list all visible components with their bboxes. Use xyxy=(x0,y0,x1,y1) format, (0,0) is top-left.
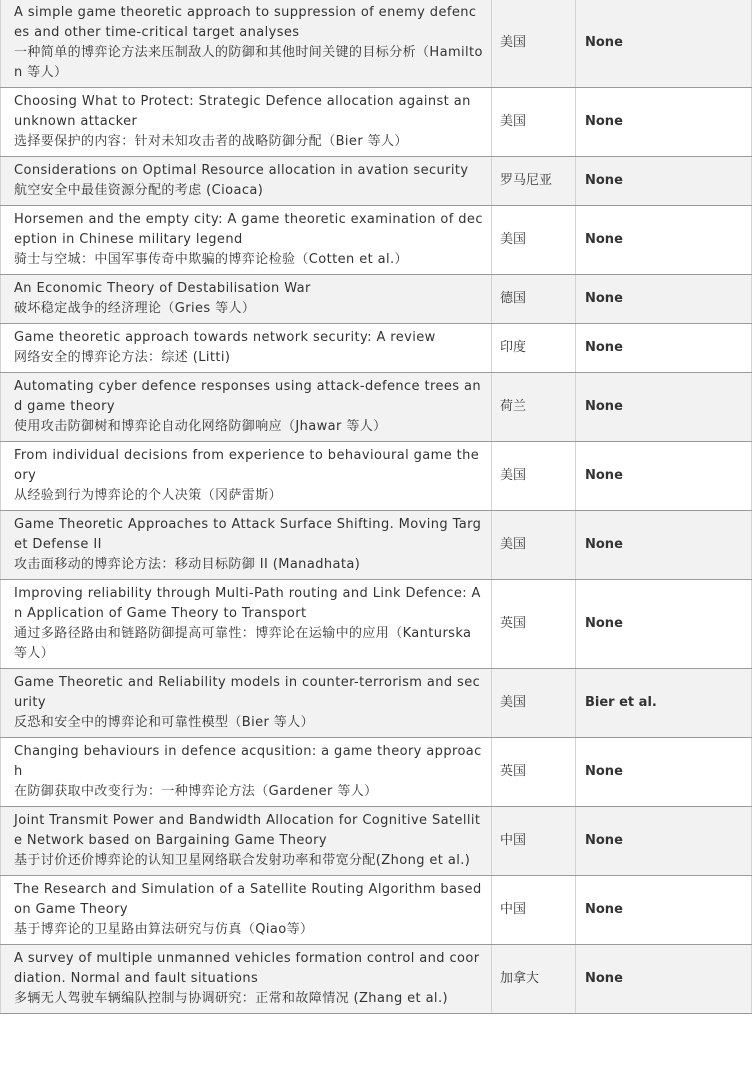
paper-title-cell xyxy=(1,807,492,876)
value-cell: None xyxy=(576,324,752,373)
paper-title-cell xyxy=(1,157,492,206)
paper-title-zh: 骑士与空城：中国军事传奇中欺骗的博弈论检验（Cotten et al.） xyxy=(14,252,408,267)
paper-title-en: Game Theoretic Approaches to Attack Surface Shifting. Moving Target Defense II xyxy=(14,517,482,552)
country-cell: 美国 xyxy=(492,0,576,88)
paper-title-cell xyxy=(1,738,492,807)
value-cell: None xyxy=(576,876,752,945)
value-cell: None xyxy=(576,945,752,1014)
value-cell: None xyxy=(576,373,752,442)
paper-title-en: Game theoretic approach towards network security: A review xyxy=(14,330,436,345)
paper-title-cell xyxy=(1,511,492,580)
paper-title-en: From individual decisions from experience to behavioural game theory xyxy=(14,448,480,483)
country-cell: 德国 xyxy=(492,275,576,324)
value-cell: None xyxy=(576,807,752,876)
table-row xyxy=(1,442,752,511)
value-cell: None xyxy=(576,738,752,807)
table-row xyxy=(1,88,752,157)
country-cell: 英国 xyxy=(492,580,576,669)
table-row xyxy=(1,945,752,1014)
country-cell: 荷兰 xyxy=(492,373,576,442)
paper-title-cell xyxy=(1,324,492,373)
table-row xyxy=(1,206,752,275)
country-cell: 美国 xyxy=(492,669,576,738)
paper-title-zh: 基于博弈论的卫星路由算法研究与仿真（Qiao等） xyxy=(14,922,314,937)
table-row xyxy=(1,275,752,324)
paper-title-cell xyxy=(1,0,492,88)
paper-title-cell xyxy=(1,206,492,275)
paper-title-en: The Research and Simulation of a Satellite Routing Algorithm based on Game Theory xyxy=(14,882,482,917)
paper-title-zh: 反恐和安全中的博弈论和可靠性模型（Bier 等人） xyxy=(14,715,315,730)
paper-title-zh: 破坏稳定战争的经济理论（Gries 等人） xyxy=(14,301,256,316)
paper-title-cell xyxy=(1,580,492,669)
value-cell: None xyxy=(576,275,752,324)
paper-title-zh: 一种简单的博弈论方法来压制敌人的防御和其他时间关键的目标分析（Hamilton 等人） xyxy=(14,45,483,80)
table-row xyxy=(1,807,752,876)
country-cell: 中国 xyxy=(492,807,576,876)
paper-title-en: Game Theoretic and Reliability models in counter-terrorism and security xyxy=(14,675,481,710)
country-cell: 中国 xyxy=(492,876,576,945)
table-row xyxy=(1,324,752,373)
country-cell: 美国 xyxy=(492,206,576,275)
country-cell: 罗马尼亚 xyxy=(492,157,576,206)
paper-title-cell xyxy=(1,945,492,1014)
value-cell: None xyxy=(576,88,752,157)
papers-table-body xyxy=(1,0,752,1014)
paper-title-en: Considerations on Optimal Resource allocation in avation security xyxy=(14,163,469,178)
paper-title-en: Automating cyber defence responses using attack-defence trees and game theory xyxy=(14,379,481,414)
paper-title-zh: 基于讨价还价博弈论的认知卫星网络联合发射功率和带宽分配(Zhong et al.) xyxy=(14,853,471,868)
table-row xyxy=(1,373,752,442)
paper-title-zh: 网络安全的博弈论方法：综述 (Litti) xyxy=(14,350,231,365)
table-row xyxy=(1,0,752,88)
paper-title-en: A simple game theoretic approach to suppression of enemy defences and other time-critical target analyses xyxy=(14,5,477,40)
paper-title-en: An Economic Theory of Destabilisation War xyxy=(14,281,311,296)
paper-title-cell xyxy=(1,669,492,738)
paper-title-cell xyxy=(1,876,492,945)
paper-title-cell xyxy=(1,275,492,324)
table-row xyxy=(1,157,752,206)
paper-title-zh: 通过多路径路由和链路防御提高可靠性：博弈论在运输中的应用（Kanturska 等人） xyxy=(14,626,472,661)
paper-title-zh: 使用攻击防御树和博弈论自动化网络防御响应（Jhawar 等人） xyxy=(14,419,387,434)
paper-title-en: Joint Transmit Power and Bandwidth Allocation for Cognitive Satellite Network based on Bargaining Game Theory xyxy=(14,813,481,848)
table-row xyxy=(1,738,752,807)
value-cell: None xyxy=(576,0,752,88)
table-row xyxy=(1,876,752,945)
country-cell: 英国 xyxy=(492,738,576,807)
paper-title-cell xyxy=(1,373,492,442)
table-row xyxy=(1,580,752,669)
country-cell: 加拿大 xyxy=(492,945,576,1014)
value-cell: None xyxy=(576,206,752,275)
paper-title-en: Improving reliability through Multi-Path routing and Link Defence: An Application of Game Theory to Transport xyxy=(14,586,481,621)
table-row xyxy=(1,511,752,580)
value-cell: None xyxy=(576,511,752,580)
paper-title-en: Choosing What to Protect: Strategic Defence allocation against an unknown attacker xyxy=(14,94,471,129)
paper-title-en: Changing behaviours in defence acqusition: a game theory approach xyxy=(14,744,482,779)
paper-title-cell xyxy=(1,88,492,157)
paper-title-zh: 从经验到行为博弈论的个人决策（冈萨雷斯） xyxy=(14,488,283,503)
table-row xyxy=(1,669,752,738)
country-cell: 美国 xyxy=(492,511,576,580)
country-cell: 印度 xyxy=(492,324,576,373)
paper-title-cell xyxy=(1,442,492,511)
value-cell: None xyxy=(576,580,752,669)
paper-title-en: A survey of multiple unmanned vehicles formation control and coordiation. Normal and fault situations xyxy=(14,951,480,986)
paper-title-zh: 航空安全中最佳资源分配的考虑 (Cioaca) xyxy=(14,183,264,198)
paper-title-zh: 攻击面移动的博弈论方法：移动目标防御 II (Manadhata) xyxy=(14,557,361,572)
paper-title-en: Horsemen and the empty city: A game theoretic examination of deception in Chinese military legend xyxy=(14,212,483,247)
value-cell: None xyxy=(576,442,752,511)
value-cell: Bier et al. xyxy=(576,669,752,738)
paper-title-zh: 多辆无人驾驶车辆编队控制与协调研究：正常和故障情况 (Zhang et al.) xyxy=(14,991,448,1006)
paper-title-zh: 在防御获取中改变行为：一种博弈论方法（Gardener 等人） xyxy=(14,784,378,799)
paper-title-zh: 选择要保护的内容：针对未知攻击者的战略防御分配（Bier 等人） xyxy=(14,134,408,149)
country-cell: 美国 xyxy=(492,88,576,157)
country-cell: 美国 xyxy=(492,442,576,511)
value-cell: None xyxy=(576,157,752,206)
